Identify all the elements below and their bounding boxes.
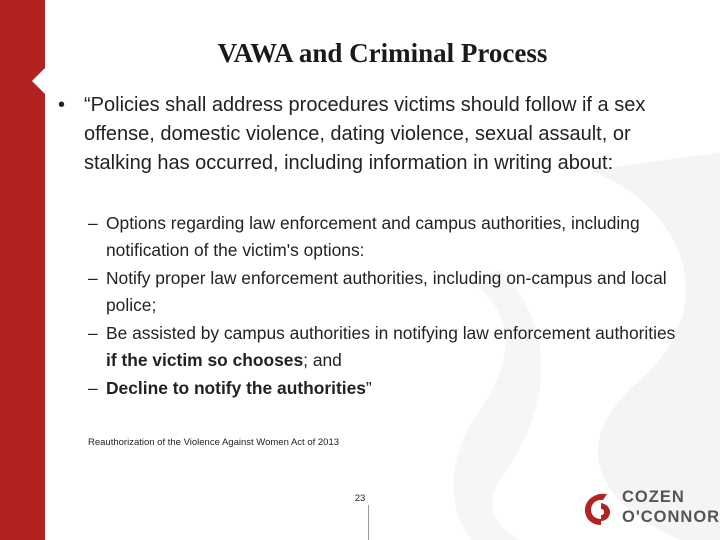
sub-item-decline — [88, 375, 678, 402]
bullet-text: “Policies shall address procedures victims should follow if a sex offense, domestic violence, dating violence, sexual assault, or stalking has occurred, including information in writing about: — [84, 94, 646, 174]
sub-item-emphasis: if the victim so chooses — [106, 350, 304, 370]
sub-item-assisted — [88, 320, 678, 374]
sub-item-dash: – — [88, 378, 98, 398]
sub-item-text — [106, 375, 678, 402]
sub-item-notify — [88, 265, 678, 319]
sub-item-dash: – — [88, 323, 98, 343]
sub-item-text: Notify proper law enforcement authorities, including on-campus and local police; — [106, 268, 667, 315]
sub-item-text-end: ; and — [303, 350, 342, 370]
sub-item-text: Options regarding law enforcement and campus authorities, including notification of the victim's options: — [106, 213, 640, 260]
footer-divider — [368, 505, 369, 540]
citation: Reauthorization of the Violence Against Women Act of 2013 — [88, 437, 340, 448]
page-number: 23 — [354, 493, 366, 504]
logo-text-line2: O'CONNOR — [622, 508, 720, 526]
cozen-oconnor-logo — [581, 488, 720, 534]
sub-item-dash: – — [88, 268, 98, 288]
sub-item-dash: – — [88, 213, 98, 233]
sub-item-text-end: ” — [365, 378, 372, 398]
sub-item-text — [106, 320, 678, 374]
slide-title: VAWA and Criminal Process — [217, 38, 548, 68]
logo-text-line1: COZEN — [622, 488, 685, 506]
logo-mark-icon — [581, 490, 615, 528]
bullet-mark: • — [58, 94, 66, 116]
sub-item-text-start: Be assisted by campus authorities in notifying law enforcement authorities — [106, 323, 676, 343]
sub-item-emphasis: Decline to notify the authorities — [106, 378, 366, 398]
sub-item-options — [88, 210, 678, 264]
